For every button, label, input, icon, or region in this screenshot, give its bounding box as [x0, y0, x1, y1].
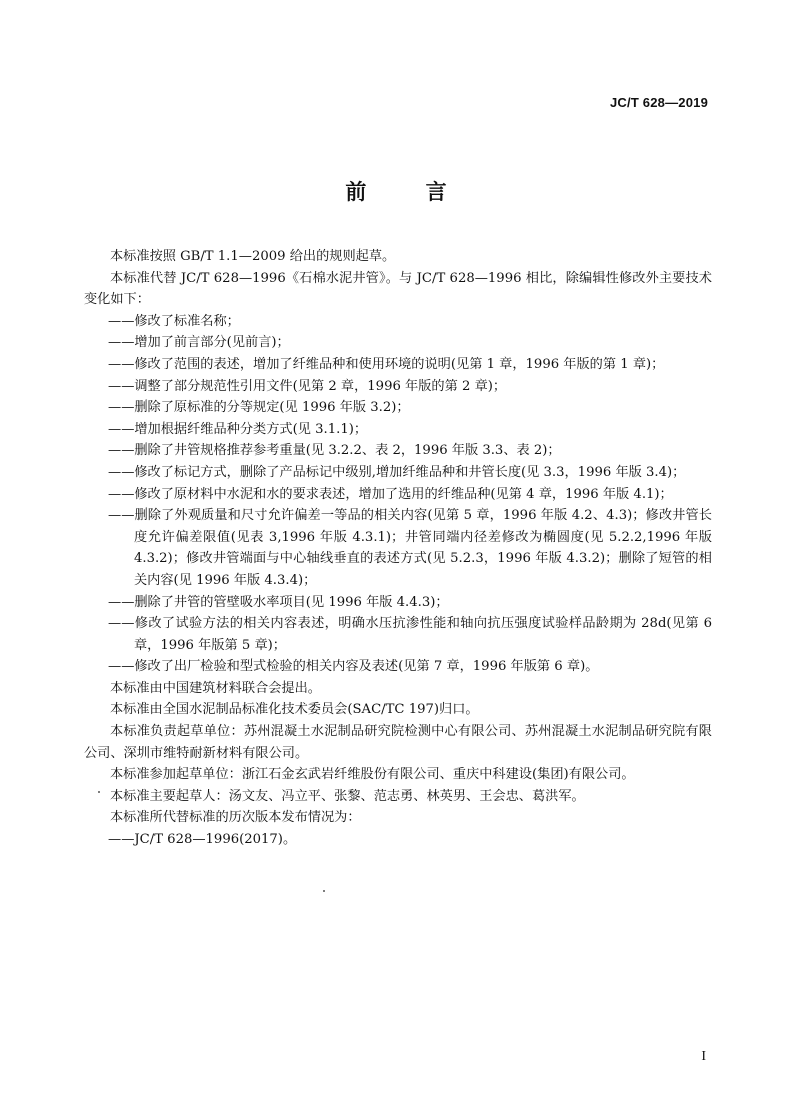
list-item: ——删除了原标准的分等规定(见 1996 年版 3.2)；: [108, 400, 410, 416]
list-item: ——修改了标准名称；: [108, 313, 240, 329]
scan-speck: [323, 890, 325, 892]
paragraph: 本标准代替 JC/T 628—1996《石棉水泥井管》。与 JC/T 628—1996 相比，除编辑性修改外主要技术变化如下：: [84, 270, 712, 308]
list-item: ——修改了出厂检验和型式检验的相关内容及表述(见第 7 章，1996 年版第 6 章)。: [108, 659, 599, 675]
paragraph: 本标准由全国水泥制品标准化技术委员会(SAC/TC 197)归口。: [110, 702, 479, 718]
list-item: ——修改了原材料中水泥和水的要求表述，增加了选用的纤维品种(见第 4 章，1996 年版 4.1)；: [108, 486, 673, 502]
list-item: ——修改了范围的表述，增加了纤维品种和使用环境的说明(见第 1 章，1996 年版的第 1 章)；: [108, 356, 665, 372]
history-item: ——JC/T 628—1996(2017)。: [108, 832, 297, 848]
paragraph: 本标准负责起草单位：苏州混凝土水泥制品研究院检测中心有限公司、苏州混凝土水泥制品研究院有限公司、深圳市维特耐新材料有限公司。: [84, 724, 712, 761]
list-item: ——删除了井管规格推荐参考重量(见 3.2.2、表 2，1996 年版 3.3、表 2)；: [108, 443, 561, 459]
document-body: [84, 246, 712, 851]
paragraph: 本标准所代替标准的历次版本发布情况为：: [110, 810, 361, 826]
paragraph: 本标准主要起草人：汤文友、冯立平、张黎、范志勇、林英男、王会忠、葛洪军。: [110, 788, 585, 804]
list-item: ——增加根据纤维品种分类方式(见 3.1.1)；: [108, 421, 368, 437]
scan-speck: [98, 791, 100, 793]
list-item: ——删除了外观质量和尺寸允许偏差一等品的相关内容(见第 5 章，1996 年版 4.2、4.3)；修改井管长度允许偏差限值(见表 3,1996 年版 4.3.1)；井管同端内径差修改为椭圆度(见 5.2.2,1996 年版 4.3.2)；修改井管端面与中心轴线垂直的表述方式(见 5.2.3，1996 年版 4.3.2)；删除了短管的相关内容(见 1996 年版 4.3.4)；: [108, 508, 712, 588]
paragraph: 本标准由中国建筑材料联合会提出。: [110, 680, 321, 696]
list-item: ——删除了井管的管壁吸水率项目(见 1996 年版 4.4.3)；: [108, 594, 449, 610]
page-number: I: [701, 1049, 706, 1064]
list-item: ——修改了标记方式，删除了产品标记中级别,增加纤维品种和井管长度(见 3.3，1996 年版 3.4)；: [108, 464, 686, 480]
paragraph: 本标准参加起草单位：浙江石金玄武岩纤维股份有限公司、重庆中科建设(集团)有限公司。: [110, 767, 635, 783]
page-title: 前 言: [345, 180, 473, 204]
list-item: ——修改了试验方法的相关内容表述，明确水压抗渗性能和轴向抗压强度试验样品龄期为 28d(见第 6 章，1996 年版第 5 章)；: [108, 616, 712, 653]
paragraph: 本标准按照 GB/T 1.1—2009 给出的规则起草。: [110, 249, 396, 264]
changes-list: [84, 311, 712, 678]
list-item: ——增加了前言部分(见前言)；: [108, 335, 290, 351]
list-item: ——调整了部分规范性引用文件(见第 2 章，1996 年版的第 2 章)；: [108, 378, 507, 394]
standard-code: JC/T 628—2019: [610, 95, 708, 110]
